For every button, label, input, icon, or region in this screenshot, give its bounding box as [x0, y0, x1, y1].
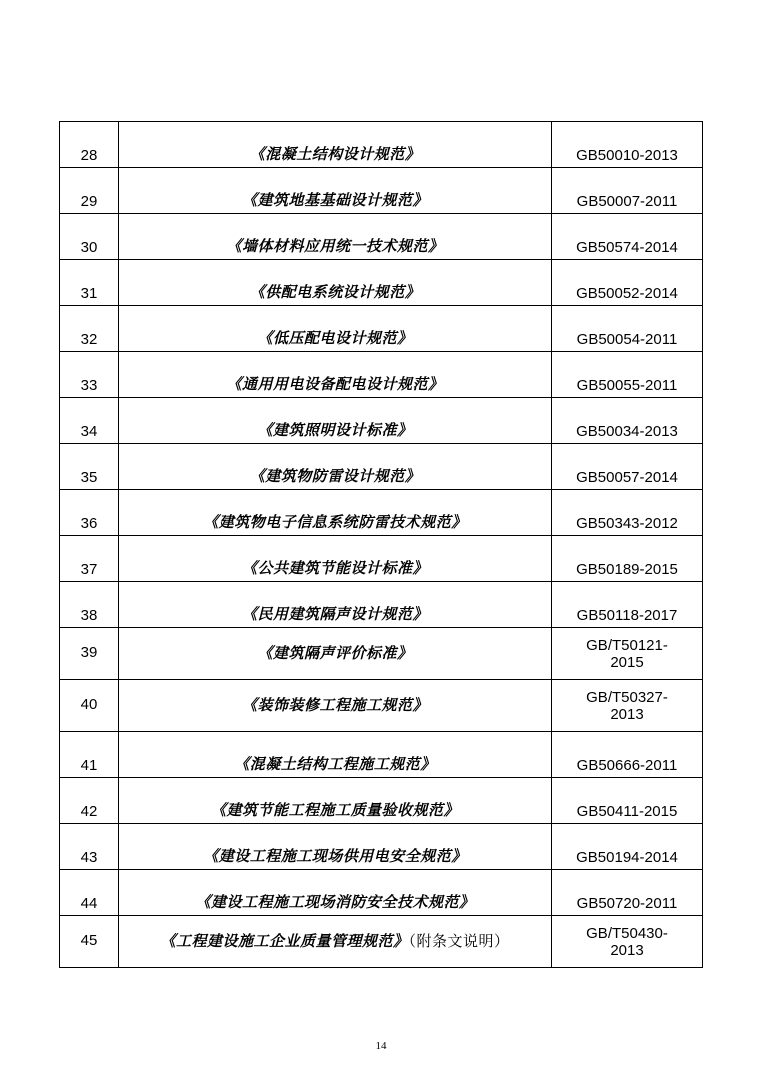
table-row — [60, 628, 703, 680]
standard-code: GB50118-2017 — [552, 582, 703, 628]
standard-code: GB50055-2011 — [552, 352, 703, 398]
standard-code: GB50010-2013 — [552, 122, 703, 168]
table-row — [60, 214, 703, 260]
row-number: 35 — [60, 444, 119, 490]
table-row — [60, 398, 703, 444]
standard-code-line2: 2013 — [610, 705, 644, 723]
table-row — [60, 306, 703, 352]
standard-code: GB50343-2012 — [552, 490, 703, 536]
standard-code — [552, 628, 703, 680]
standard-name: 《建筑物电子信息系统防雷技术规范》 — [119, 490, 552, 536]
page-number: 14 — [375, 1040, 387, 1052]
standard-code — [552, 680, 703, 732]
standard-code: GB50007-2011 — [552, 168, 703, 214]
standard-code: GB50411-2015 — [552, 778, 703, 824]
standard-name-note: （附条文说明） — [408, 931, 510, 950]
standard-code-line2: 2015 — [610, 653, 644, 671]
standard-name: 《低压配电设计规范》 — [119, 306, 552, 352]
table-row — [60, 824, 703, 870]
standard-code — [552, 916, 703, 968]
row-number: 38 — [60, 582, 119, 628]
standard-code: GB50189-2015 — [552, 536, 703, 582]
standard-name: 《建筑照明设计标准》 — [119, 398, 552, 444]
standard-name: 《建设工程施工现场供用电安全规范》 — [119, 824, 552, 870]
table-row — [60, 260, 703, 306]
standard-name — [119, 916, 552, 968]
row-number: 41 — [60, 732, 119, 778]
standard-name: 《墙体材料应用统一技术规范》 — [119, 214, 552, 260]
standards-table — [59, 121, 703, 968]
table-row — [60, 870, 703, 916]
standard-code: GB50052-2014 — [552, 260, 703, 306]
table-row — [60, 444, 703, 490]
standard-code-line2: 2013 — [610, 941, 644, 959]
row-number: 31 — [60, 260, 119, 306]
row-number: 34 — [60, 398, 119, 444]
table-row — [60, 490, 703, 536]
row-number: 32 — [60, 306, 119, 352]
row-number: 39 — [60, 628, 119, 680]
row-number: 36 — [60, 490, 119, 536]
standard-code: GB50574-2014 — [552, 214, 703, 260]
standard-name: 《公共建筑节能设计标准》 — [119, 536, 552, 582]
standard-code-line1: GB/T50121- — [586, 636, 668, 654]
row-number: 37 — [60, 536, 119, 582]
row-number: 28 — [60, 122, 119, 168]
standard-name: 《建筑节能工程施工质量验收规范》 — [119, 778, 552, 824]
standard-code-line1: GB/T50430- — [586, 924, 668, 942]
row-number: 33 — [60, 352, 119, 398]
row-number: 29 — [60, 168, 119, 214]
standard-name: 《混凝土结构设计规范》 — [119, 122, 552, 168]
table-row — [60, 122, 703, 168]
row-number: 44 — [60, 870, 119, 916]
row-number: 30 — [60, 214, 119, 260]
standard-name: 《建筑物防雷设计规范》 — [119, 444, 552, 490]
table-row — [60, 168, 703, 214]
standard-code: GB50666-2011 — [552, 732, 703, 778]
standard-code: GB50194-2014 — [552, 824, 703, 870]
table-row — [60, 916, 703, 968]
row-number: 40 — [60, 680, 119, 732]
standard-name-title: 《工程建设施工企业质量管理规范》 — [160, 931, 409, 950]
standard-code: GB50034-2013 — [552, 398, 703, 444]
row-number: 43 — [60, 824, 119, 870]
row-number: 45 — [60, 916, 119, 968]
standard-code: GB50720-2011 — [552, 870, 703, 916]
row-number: 42 — [60, 778, 119, 824]
standard-code-line1: GB/T50327- — [586, 688, 668, 706]
standard-name: 《通用用电设备配电设计规范》 — [119, 352, 552, 398]
standard-name: 《装饰装修工程施工规范》 — [119, 680, 552, 732]
standard-name: 《建筑隔声评价标准》 — [119, 628, 552, 680]
table-row — [60, 582, 703, 628]
standard-name: 《建设工程施工现场消防安全技术规范》 — [119, 870, 552, 916]
standard-name: 《建筑地基基础设计规范》 — [119, 168, 552, 214]
standard-name: 《民用建筑隔声设计规范》 — [119, 582, 552, 628]
table-row — [60, 778, 703, 824]
standard-name: 《混凝土结构工程施工规范》 — [119, 732, 552, 778]
table-row — [60, 732, 703, 778]
standard-code: GB50057-2014 — [552, 444, 703, 490]
standard-name: 《供配电系统设计规范》 — [119, 260, 552, 306]
table-row — [60, 536, 703, 582]
table-row — [60, 680, 703, 732]
standard-code: GB50054-2011 — [552, 306, 703, 352]
table-row — [60, 352, 703, 398]
